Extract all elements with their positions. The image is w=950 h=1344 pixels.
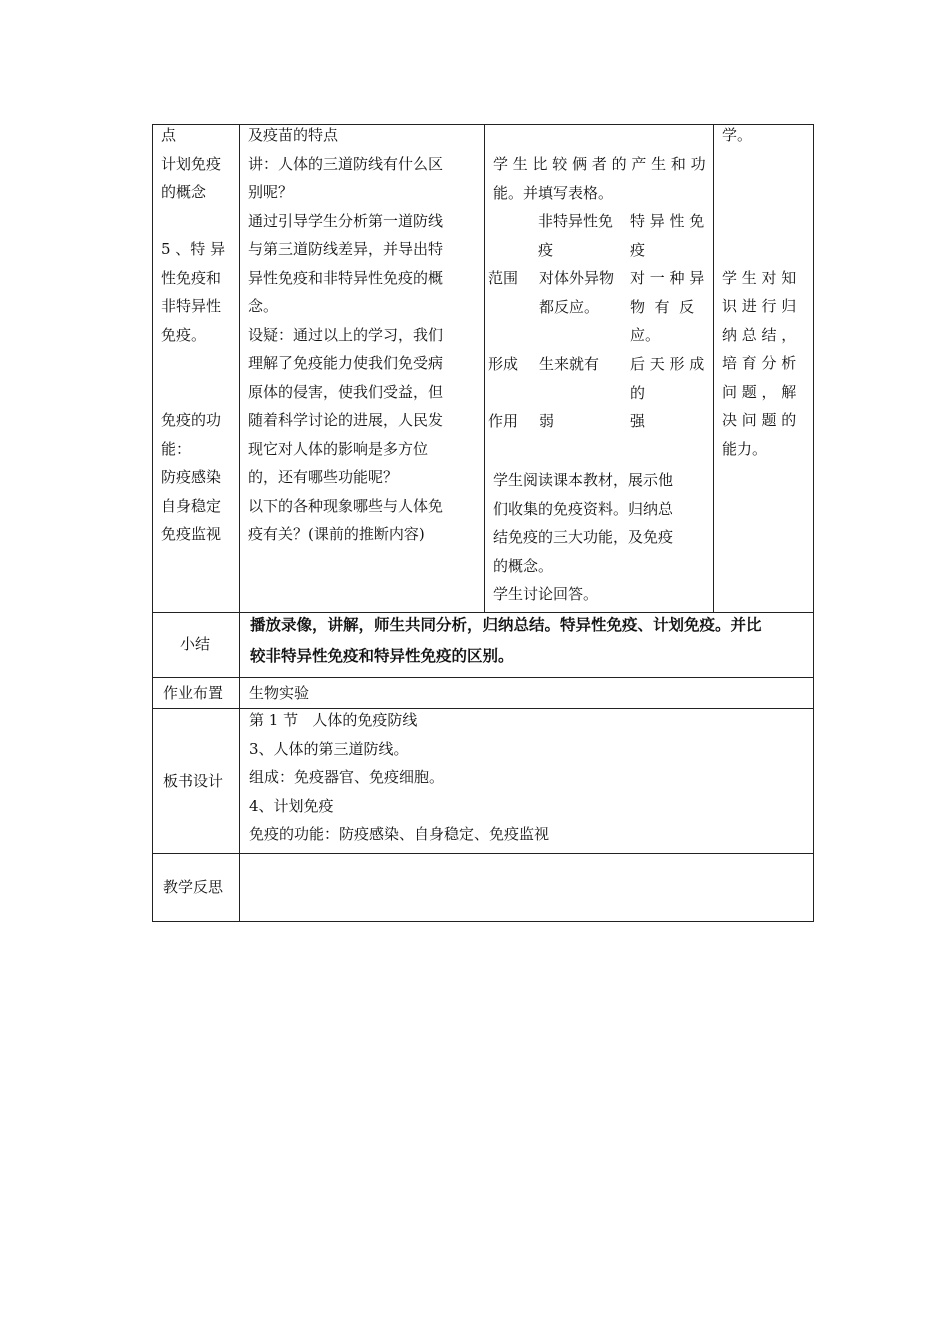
- col2-divider: [484, 124, 485, 612]
- student-activity-line: 学生讨论回答。: [493, 585, 599, 603]
- design-intent-line: [722, 178, 796, 207]
- teacher-activity-line: 异性免疫和非特异性免疫的概: [248, 268, 444, 287]
- topic-line: [161, 207, 225, 236]
- board-line: 免疫的功能：防疫感染、自身稳定、免疫监视: [249, 825, 550, 843]
- design-intent-line: 问 题 ， 解: [722, 382, 797, 401]
- summary-content: 播放录像，讲解，师生共同分析，归纳总结。特异性免疫、计划免疫。并比 较非特异性免疫和特异性免疫的区别。: [250, 616, 762, 665]
- design-intent-line: 培 育 分 析: [722, 354, 797, 372]
- board-line: 组成：免疫器官、免疫细胞。: [249, 768, 445, 786]
- compare-header-line: 疫: [630, 240, 646, 259]
- col3-divider: [713, 124, 714, 612]
- topic-line: 能：: [161, 439, 192, 458]
- col3-intro: [493, 150, 706, 207]
- summary-label: 小结: [180, 635, 211, 653]
- col3-outro: [493, 466, 673, 609]
- teacher-activity-line: 的，还有哪些功能呢？: [248, 468, 399, 486]
- teacher-activity-line: 念。: [248, 297, 279, 315]
- compare-cell-line: 物 有 反: [630, 297, 695, 316]
- reflection-top-border: [152, 853, 814, 854]
- compare-header-line: 非特异性免: [538, 212, 614, 230]
- board-line: 3、人体的第三道防线。: [249, 739, 409, 758]
- col2-text: [248, 121, 443, 549]
- compare-cell-line: 强: [630, 412, 646, 430]
- design-intent-line: 学。: [722, 126, 753, 144]
- compare-cell-line: 对体外异物: [539, 269, 615, 287]
- compare-cell-line: 后 天 形 成: [630, 355, 705, 373]
- topic-line: 非特异性: [161, 297, 222, 315]
- student-activity-line: 学 生 比 较 俩 者 的 产 生 和 功: [493, 155, 706, 173]
- table-left-border: [152, 124, 153, 922]
- design-intent-line: [722, 150, 796, 179]
- scope-specific: [630, 264, 704, 350]
- compare-header-nonspecific: [538, 207, 613, 264]
- topic-line: [161, 349, 225, 378]
- teacher-activity-line: 讲：人体的三道防线有什么区: [248, 154, 444, 173]
- effect-nonspecific: [539, 407, 554, 436]
- topic-line: 免疫的功: [161, 411, 222, 429]
- teacher-activity-line: 随着科学讨论的进展，人民发: [248, 411, 444, 429]
- compare-cell-line: 应。: [630, 326, 661, 344]
- board-content: [249, 706, 549, 849]
- row-label-scope: 范围: [488, 269, 519, 287]
- formation-nonspecific: [539, 350, 599, 379]
- teacher-activity-line: 设疑：通过以上的学习，我们: [248, 325, 444, 344]
- board-line: 4、计划免疫: [249, 796, 334, 815]
- topic-line: 自身稳定: [161, 496, 222, 515]
- row-label-effect: 作用: [488, 412, 519, 430]
- reflection-label: 教学反思: [163, 878, 224, 896]
- teacher-activity-line: 现它对人体的影响是多方位: [248, 439, 429, 458]
- compare-cell-line: 的: [630, 383, 646, 402]
- topic-line: 5 、特 异: [161, 240, 226, 258]
- student-activity-line: 结免疫的三大功能，及免疫: [493, 528, 674, 546]
- design-intent-line: 纳 总 结 ，: [722, 325, 797, 344]
- design-intent-line: 决 问 题 的: [722, 411, 797, 429]
- compare-cell-line: 对 一 种 异: [630, 269, 705, 287]
- compare-cell-line: 都反应。: [539, 297, 600, 316]
- design-intent-line: 能力。: [722, 439, 768, 458]
- topic-line: 计划免疫: [161, 154, 222, 173]
- student-activity-line: 能。并填写表格。: [493, 183, 614, 202]
- compare-header-line: 特 异 性 免: [630, 212, 705, 230]
- col4-text: [722, 121, 796, 463]
- teacher-activity-line: 通过引导学生分析第一道防线: [248, 211, 444, 230]
- col1-divider: [239, 124, 240, 922]
- design-intent-line: 学 生 对 知: [722, 268, 797, 287]
- row-label-formation: 形成: [488, 355, 519, 373]
- topic-line: 免疫。: [161, 325, 207, 344]
- formation-specific: [630, 350, 704, 407]
- student-activity-line: 的概念。: [493, 556, 554, 575]
- col1-text: [161, 121, 225, 549]
- topic-line: 防疫感染: [161, 468, 222, 486]
- table-bottom-border: [152, 921, 814, 922]
- topic-line: 性免疫和: [161, 268, 222, 287]
- teacher-activity-line: 原体的侵害，使我们受益，但: [248, 382, 444, 401]
- student-activity-line: 学生阅读课本教材，展示他: [493, 471, 674, 489]
- teacher-activity-line: 别呢？: [248, 183, 294, 201]
- table-right-border: [813, 124, 814, 922]
- teacher-activity-line: 疫有关？(课前的推断内容): [248, 525, 425, 543]
- effect-specific: [630, 407, 645, 436]
- homework-content: 生物实验: [249, 684, 310, 702]
- topic-line: [161, 378, 225, 407]
- homework-label: 作业布置: [163, 684, 224, 702]
- scope-nonspecific: [539, 264, 614, 321]
- compare-header-line: 疫: [538, 240, 554, 259]
- design-intent-line: [722, 235, 796, 264]
- teacher-activity-line: 以下的各种现象哪些与人体免: [248, 496, 444, 515]
- teacher-activity-line: 理解了免疫能力使我们免受病: [248, 354, 444, 372]
- compare-cell-line: 生来就有: [539, 355, 600, 373]
- topic-line: 点: [161, 126, 177, 144]
- topic-line: 的概念: [161, 183, 207, 201]
- compare-cell-line: 弱: [539, 412, 555, 430]
- student-activity-line: 们收集的免疫资料。归纳总: [493, 499, 674, 518]
- design-intent-line: 识 进 行 归: [722, 297, 797, 315]
- board-line: 第 1 节 人体的免疫防线: [249, 711, 418, 729]
- compare-header-specific: [630, 207, 704, 264]
- topic-line: 免疫监视: [161, 525, 222, 543]
- homework-top-border: [152, 677, 814, 678]
- board-label: 板书设计: [163, 772, 224, 790]
- design-intent-line: [722, 207, 796, 236]
- teacher-activity-line: 与第三道防线差异，并导出特: [248, 240, 444, 258]
- teacher-activity-line: 及疫苗的特点: [248, 126, 339, 144]
